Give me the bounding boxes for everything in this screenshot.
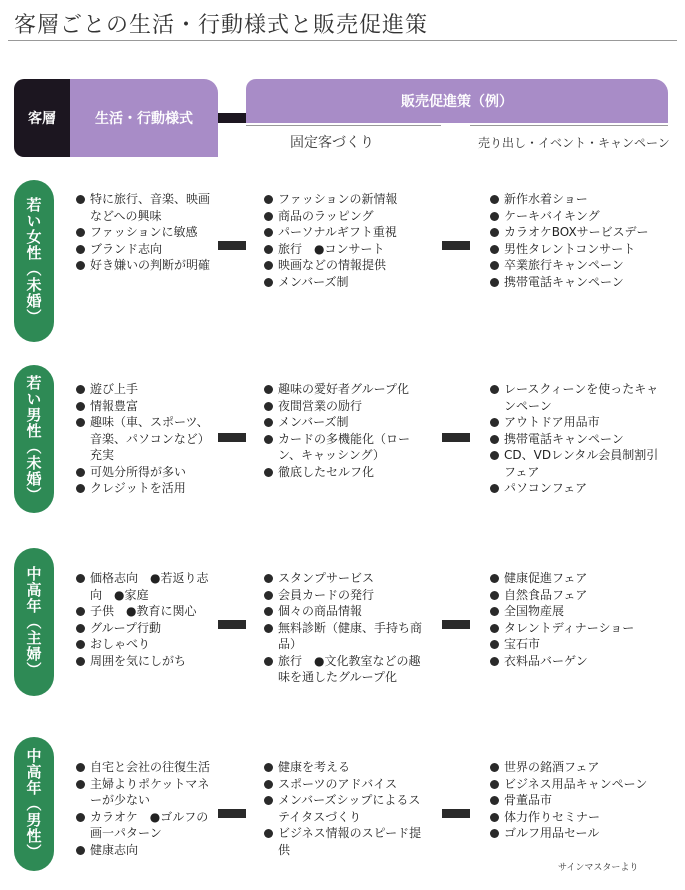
list-item: ファッションに敏感 [76, 224, 218, 241]
segment-name: 若い女性（未婚） [24, 197, 43, 325]
list-item: 好き嫌いの判断が明確 [76, 257, 218, 274]
list-item: 夜間営業の励行 [264, 398, 432, 415]
lifestyle-list [76, 381, 218, 497]
title-divider [8, 40, 677, 41]
lifestyle-header: 生活・行動様式 [70, 79, 218, 157]
connector-dash [218, 620, 246, 629]
list-item: 全国物産展 [490, 603, 670, 620]
list-item: 世界の銘酒フェア [490, 759, 670, 776]
segment-label [14, 548, 54, 696]
segment-label [14, 737, 54, 871]
segment-header: 客層 [14, 79, 70, 157]
list-item: 健康を考える [264, 759, 432, 776]
list-item: 価格志向 ●若返り志向 ●家庭 [76, 570, 218, 603]
list-item: 携帯電話キャンペーン [490, 431, 670, 448]
list-item: 趣味（車、スポーツ、音楽、パソコンなど）充実 [76, 414, 218, 464]
source-credit: サインマスターより [558, 863, 639, 873]
list-item: 健康促進フェア [490, 570, 670, 587]
list-item: ゴルフ用品セール [490, 825, 670, 842]
list-item: メンバーズシップによるステイタスづくり [264, 792, 432, 825]
fixed-customers-list [264, 570, 432, 686]
list-item: 骨董品市 [490, 792, 670, 809]
fixed-customers-list [264, 191, 432, 290]
list-item: カラオケ ●ゴルフの画一パターン [76, 809, 218, 842]
connector-dash [442, 620, 470, 629]
segment-name: 中高年（主婦） [24, 566, 43, 678]
sales-events-list [490, 759, 670, 842]
list-item: パソコンフェア [490, 480, 670, 497]
subheader-line-right [470, 125, 668, 126]
list-item: カードの多機能化（ローン、キャッシング） [264, 431, 432, 464]
header-connector [218, 113, 246, 123]
list-item: 徹底したセルフ化 [264, 464, 432, 481]
list-item: 携帯電話キャンペーン [490, 274, 670, 291]
list-item: 宝石市 [490, 636, 670, 653]
list-item: 主婦よりポケットマネーが少ない [76, 776, 218, 809]
list-item: メンバーズ制 [264, 414, 432, 431]
connector-dash [218, 809, 246, 818]
list-item: ファッションの新情報 [264, 191, 432, 208]
list-item: 無料診断（健康、手持ち商品） [264, 620, 432, 653]
list-item: 遊び上手 [76, 381, 218, 398]
list-item: CD、VDレンタル会員制割引フェア [490, 447, 670, 480]
list-item: パーソナルギフト重視 [264, 224, 432, 241]
sales-events-list [490, 381, 670, 497]
list-item: スポーツのアドバイス [264, 776, 432, 793]
list-item: 旅行 ●文化教室などの趣味を通したグループ化 [264, 653, 432, 686]
connector-dash [218, 433, 246, 442]
list-item: ビジネス用品キャンペーン [490, 776, 670, 793]
fixed-customers-subheader: 固定客づくり [290, 135, 374, 151]
segment-label [14, 180, 54, 342]
list-item: 特に旅行、音楽、映画などへの興味 [76, 191, 218, 224]
list-item: 健康志向 [76, 842, 218, 859]
subheader-line-left [246, 125, 441, 126]
list-item: 旅行 ●コンサート [264, 241, 432, 258]
list-item: おしゃべり [76, 636, 218, 653]
list-item: カラオケBOXサービスデー [490, 224, 670, 241]
fixed-customers-list [264, 381, 432, 480]
list-item: 自然食品フェア [490, 587, 670, 604]
list-item: 趣味の愛好者グループ化 [264, 381, 432, 398]
segment-name: 中高年（男性） [24, 748, 43, 860]
list-item: タレントディナーショー [490, 620, 670, 637]
list-item: 個々の商品情報 [264, 603, 432, 620]
sales-events-list [490, 191, 670, 290]
list-item: ケーキバイキング [490, 208, 670, 225]
list-item: 卒業旅行キャンペーン [490, 257, 670, 274]
list-item: 可処分所得が多い [76, 464, 218, 481]
connector-dash [442, 241, 470, 250]
list-item: ビジネス情報のスピード提供 [264, 825, 432, 858]
list-item: 子供 ●教育に関心 [76, 603, 218, 620]
list-item: 体力作りセミナー [490, 809, 670, 826]
list-item: 情報豊富 [76, 398, 218, 415]
connector-dash [218, 241, 246, 250]
list-item: クレジットを活用 [76, 480, 218, 497]
sales-events-list [490, 570, 670, 669]
lifestyle-list [76, 759, 218, 858]
list-item: レースクィーンを使ったキャンペーン [490, 381, 670, 414]
segment-label [14, 365, 54, 513]
list-item: メンバーズ制 [264, 274, 432, 291]
fixed-customers-list [264, 759, 432, 858]
list-item: 周囲を気にしがち [76, 653, 218, 670]
page-title: 客層ごとの生活・行動様式と販売促進策 [14, 13, 429, 38]
list-item: グループ行動 [76, 620, 218, 637]
lifestyle-list [76, 191, 218, 274]
sales-events-subheader: 売り出し・イベント・キャンペーン [478, 136, 670, 150]
list-item: アウトドア用品市 [490, 414, 670, 431]
connector-dash [442, 809, 470, 818]
list-item: スタンプサービス [264, 570, 432, 587]
list-item: 自宅と会社の往復生活 [76, 759, 218, 776]
list-item: 商品のラッピング [264, 208, 432, 225]
lifestyle-list [76, 570, 218, 669]
segment-name: 若い男性（未婚） [24, 375, 43, 503]
list-item: 衣料品バーゲン [490, 653, 670, 670]
connector-dash [442, 433, 470, 442]
promotion-header: 販売促進策（例） [246, 79, 668, 123]
list-item: 新作水着ショー [490, 191, 670, 208]
list-item: 男性タレントコンサート [490, 241, 670, 258]
list-item: 会員カードの発行 [264, 587, 432, 604]
list-item: ブランド志向 [76, 241, 218, 258]
list-item: 映画などの情報提供 [264, 257, 432, 274]
